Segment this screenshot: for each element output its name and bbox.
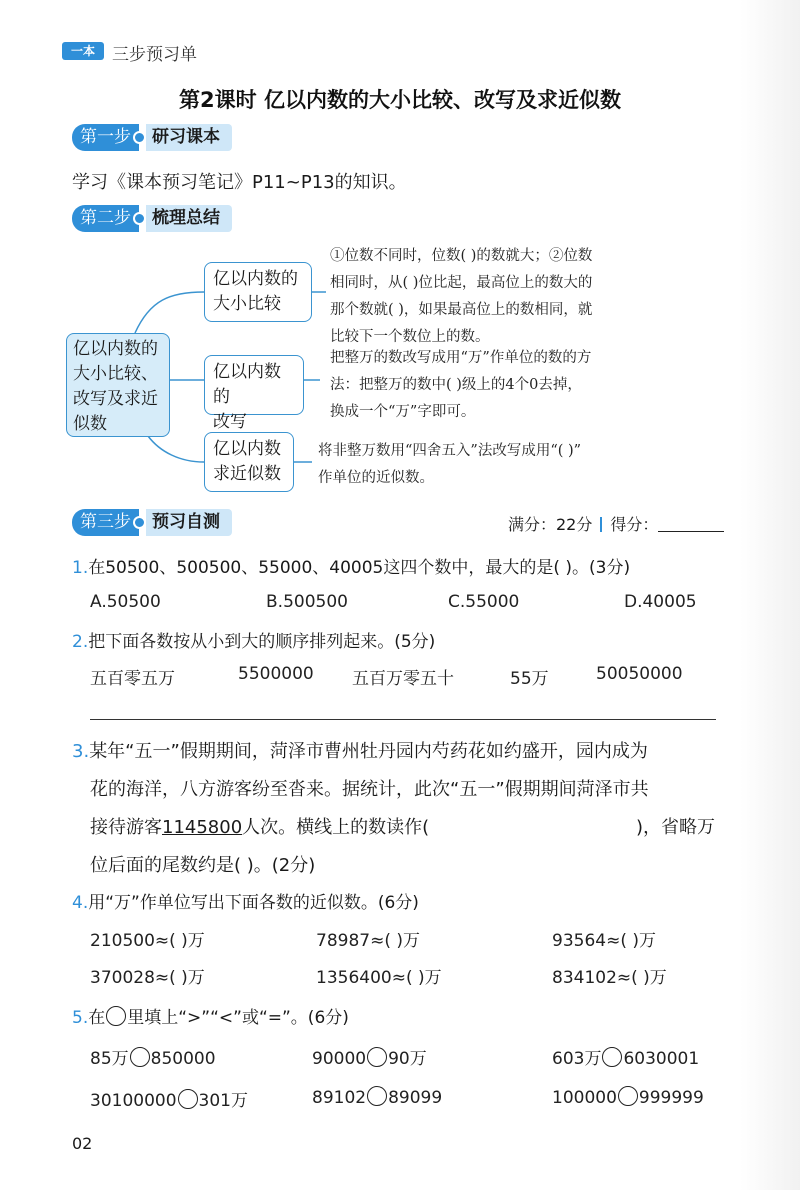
q5-item — [312, 1086, 442, 1108]
q2-answer-line[interactable] — [90, 719, 716, 720]
mindmap-branch-rewrite — [204, 355, 304, 432]
note-line: 把整万的数改写成用“万”作单位的数的方 — [330, 350, 592, 366]
q3-text: )，省略万 — [636, 817, 716, 838]
q2-item: 50050000 — [596, 664, 683, 684]
q5-right: 90万 — [388, 1049, 427, 1069]
q2-number: 2. — [72, 632, 89, 652]
q3-text: 接待游客 — [90, 817, 162, 838]
compare-circle[interactable] — [367, 1086, 387, 1106]
q4-number: 4. — [72, 893, 89, 913]
step3-label: 预习自测 — [146, 509, 232, 536]
circle-icon — [106, 1006, 126, 1026]
q3-line1 — [72, 737, 648, 763]
q2-item: 55万 — [510, 669, 549, 689]
note-line: 将非整万数用“四舍五入”法改写成用“( )” — [318, 443, 582, 459]
q2-stem — [72, 627, 435, 652]
score-area — [508, 512, 724, 535]
q1-option-c[interactable]: C.55000 — [448, 592, 520, 612]
compare-circle[interactable] — [618, 1086, 638, 1106]
root-line: 亿以内数的 — [73, 339, 158, 359]
q3-line3 — [90, 813, 716, 839]
q3-text: 人次。横线上的数读作( — [242, 817, 430, 838]
q2-text: 把下面各数按从小到大的顺序排列起来。(5分) — [88, 632, 436, 652]
q5-right: 850000 — [150, 1049, 216, 1069]
q5-number: 5. — [72, 1008, 89, 1028]
q4-item[interactable]: 834102≈( )万 — [552, 968, 667, 988]
q5-text: 里填上“>”“<”或“=”。(6分) — [127, 1008, 349, 1028]
mindmap-branch-compare — [204, 262, 312, 322]
root-line: 似数 — [73, 414, 107, 434]
note-line: 那个数就( )，如果最高位上的数相同，就 — [330, 302, 593, 318]
step1-tag: 第一步 — [72, 124, 139, 151]
note-line: 相同时，从( )位比起，最高位上的数大的 — [330, 275, 593, 291]
q5-text: 在 — [88, 1008, 106, 1028]
connector-line — [135, 292, 204, 333]
q5-right: 999999 — [638, 1088, 704, 1108]
q1-stem — [72, 553, 630, 578]
compare-circle[interactable] — [178, 1089, 198, 1109]
mindmap-branch-approx — [204, 432, 294, 492]
q3-line2: 花的海洋，八方游客纷至沓来。据统计，此次“五一”假期期间菏泽市共 — [90, 779, 649, 800]
full-score: 满分：22分 — [508, 515, 593, 534]
q4-item[interactable]: 210500≈( )万 — [90, 931, 205, 951]
q3-text: 某年“五一”假期期间，菏泽市曹州牡丹园内芍药花如约盛开，园内成为 — [89, 741, 648, 762]
step3-tag: 第三步 — [72, 509, 139, 536]
q5-left: 100000 — [552, 1088, 617, 1108]
step1-text: 学习《课本预习笔记》P11~P13的知识。 — [72, 172, 407, 193]
note-line: 法：把整万的数中( )级上的4个0去掉， — [330, 377, 582, 393]
q4-item[interactable]: 1356400≈( )万 — [316, 968, 442, 988]
q5-item — [552, 1044, 699, 1069]
compare-circle[interactable] — [367, 1047, 387, 1067]
q4-stem — [72, 888, 419, 913]
note-approx — [318, 438, 581, 492]
q5-item — [90, 1086, 248, 1111]
score-label: 得分： — [610, 515, 659, 534]
note-line: ①位数不同时，位数( )的数就大；②位数 — [330, 248, 593, 264]
q5-item — [312, 1044, 427, 1069]
lesson-title: 第2课时 亿以内数的大小比较、改写及求近似数 — [179, 88, 621, 112]
score-separator — [600, 517, 602, 532]
q3-line4: 位后面的尾数约是( )。(2分) — [90, 855, 316, 876]
q1-option-b[interactable]: B.500500 — [266, 592, 348, 612]
step3-dot-icon — [133, 516, 146, 529]
branch-line: 亿以内数的 — [213, 269, 298, 289]
note-compare — [330, 243, 592, 351]
q2-item: 5500000 — [238, 664, 314, 684]
step2-label: 梳理总结 — [146, 205, 232, 232]
branch-line: 大小比较 — [213, 294, 281, 314]
branch-line: 亿以内数的 — [213, 362, 281, 407]
q5-left: 85万 — [90, 1049, 129, 1069]
root-line: 大小比较、 — [73, 364, 158, 384]
q1-text: 在50500、500500、55000、40005这四个数中，最大的是( )。(3分) — [88, 558, 631, 578]
q1-number: 1. — [72, 558, 89, 578]
q5-right: 6030001 — [623, 1049, 700, 1069]
note-line: 比较下一个数位上的数。 — [330, 329, 490, 345]
step2-dot-icon — [133, 212, 146, 225]
compare-circle[interactable] — [130, 1047, 150, 1067]
mindmap-root — [66, 333, 170, 437]
q5-item — [552, 1086, 704, 1108]
note-rewrite — [330, 345, 591, 426]
q1-option-a[interactable]: A.50500 — [90, 592, 161, 612]
branch-line: 亿以内数 — [213, 439, 281, 459]
note-line: 换成一个“万”字即可。 — [330, 404, 476, 420]
step3-header — [72, 509, 232, 536]
q2-item: 五百零五万 — [90, 669, 175, 689]
q5-left: 90000 — [312, 1049, 367, 1069]
q4-text: 用“万”作单位写出下面各数的近似数。(6分) — [88, 893, 419, 913]
q3-number: 3. — [72, 741, 90, 762]
q4-item[interactable]: 370028≈( )万 — [90, 968, 205, 988]
q4-item[interactable]: 78987≈( )万 — [316, 931, 420, 951]
q5-item — [90, 1044, 216, 1069]
step1-label: 研习课本 — [146, 124, 232, 151]
q3-underlined-number: 1145800 — [162, 817, 243, 838]
score-blank[interactable] — [658, 517, 724, 532]
q5-left: 89102 — [312, 1088, 367, 1108]
q5-right: 301万 — [198, 1091, 248, 1111]
q1-option-d[interactable]: D.40005 — [624, 592, 697, 612]
q5-left: 603万 — [552, 1049, 602, 1069]
q5-right: 89099 — [388, 1088, 443, 1108]
q2-item: 五百万零五十 — [352, 669, 454, 689]
step1-dot-icon — [133, 131, 146, 144]
connector-line — [148, 436, 204, 462]
brand-badge: 一本 — [62, 42, 104, 60]
compare-circle[interactable] — [602, 1047, 622, 1067]
page-number: 02 — [72, 1134, 93, 1153]
note-line: 作单位的近似数。 — [318, 470, 434, 486]
root-line: 改写及求近 — [73, 389, 158, 409]
branch-line: 改写 — [213, 412, 247, 432]
series-name: 三步预习单 — [112, 45, 197, 65]
q4-item[interactable]: 93564≈( )万 — [552, 931, 656, 951]
step2-tag: 第二步 — [72, 205, 139, 232]
branch-line: 求近似数 — [213, 464, 281, 484]
q5-stem — [72, 1003, 349, 1028]
q5-left: 30100000 — [90, 1091, 177, 1111]
